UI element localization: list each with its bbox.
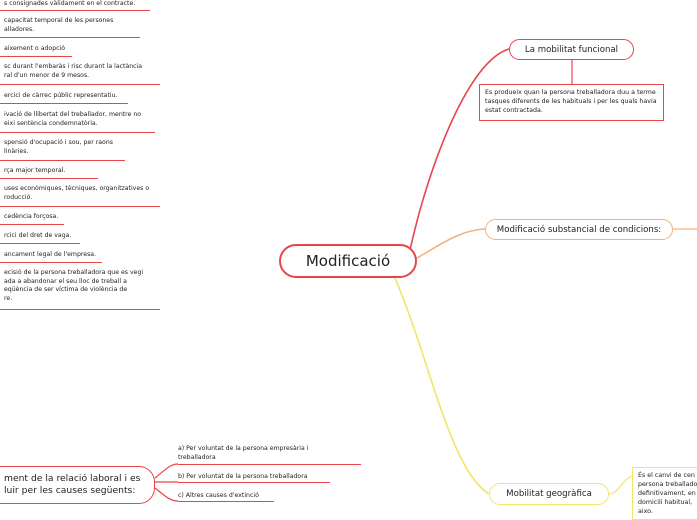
leaf-item[interactable] [0,167,160,176]
note-mobilitat-geografica[interactable] [632,467,697,520]
topic-modificacio-substancial[interactable] [485,219,673,240]
leaf-item[interactable] [0,45,160,54]
leaf-underline [0,84,160,85]
leaf-text: ivació de llibertat del treballador, mentre no eixi sentència condemnatòria. [4,111,142,127]
leaf-underline [0,309,160,310]
topic-mobilitat-geografica[interactable] [489,483,609,505]
leaf-text: uses econòmiques, tècniques, organitzatives o roducció. [4,185,150,201]
leaf-underline [0,243,80,244]
leaf-item[interactable] [0,0,160,9]
leaf-text: ancament legal de l'empresa. [4,251,97,258]
leaf-item[interactable] [0,269,160,303]
leaf-item[interactable] [0,139,160,156]
leaf-underline [178,482,330,483]
connector-extincio-a [155,464,178,478]
leaf-item[interactable] [0,111,160,128]
topic-mobilitat-funcional[interactable] [509,39,634,60]
leaf-text: ecisió de la persona treballadora que es vegi ada a abandonar el seu lloc de treball a eqüència de ser víctima de violència de re. [4,269,144,302]
leaf-text: sc durant l'embaràs i risc durant la lactància ral d'un menor de 9 mesos. [4,63,143,79]
leaf-item[interactable] [0,251,160,260]
leaf-text: rcici del dret de vaga. [4,232,72,239]
leaf-text: aixement o adopció [4,45,66,52]
leaf-item[interactable] [0,92,160,101]
leaf-text: s consignades vàlidament en el contracte. [4,0,136,7]
topic-extincio[interactable] [0,466,155,504]
leaf-item[interactable] [178,473,358,482]
note-mobilitat-funcional[interactable] [479,84,664,121]
leaf-text: spensió d'ocupació i sou, per raons linàries. [4,139,113,155]
leaf-text: a) Per voluntat de la persona empresària i treballadora [178,445,309,461]
leaf-text: c) Altres causes d'extinció [178,492,259,499]
central-topic[interactable] [279,244,417,278]
leaf-underline [0,224,64,225]
leaf-text: ercici de càrrec públic representatiu. [4,92,118,99]
leaf-underline [0,10,150,11]
connector-extincio-c [155,488,178,501]
note-text: Es produeix quan la persona treballadora duu a terme tasques diferents de les habituals i per les quals havia estat contractada. [485,89,657,114]
topic-label: La mobilitat funcional [524,44,619,55]
leaf-underline [0,37,140,38]
leaf-underline [0,262,102,263]
leaf-underline [0,178,98,179]
leaf-text: capacitat temporal de les persones alladores. [4,17,114,33]
leaf-underline [178,464,361,465]
note-text: És el canvi de cen persona treballado definitivament, en domicili habitual, aixo. [638,472,697,515]
central-topic-label: Modificació [305,252,391,270]
leaf-text: rça major temporal. [4,167,66,174]
leaf-underline [0,103,128,104]
leaf-item[interactable] [0,213,160,222]
connector-note-geografica [609,476,632,494]
leaf-text: b) Per voluntat de la persona treballadora [178,473,308,480]
leaf-text: cedència forçosa. [4,213,59,220]
leaf-underline [0,132,155,133]
leaf-item[interactable] [178,492,358,501]
leaf-item[interactable] [0,17,160,34]
leaf-item[interactable] [0,232,160,241]
leaf-item[interactable] [0,185,160,202]
leaf-item[interactable] [178,445,358,462]
leaf-item[interactable] [0,63,160,80]
connector-mobilitat-geografica [395,278,489,494]
leaf-underline [178,501,274,502]
leaf-underline [0,56,72,57]
leaf-underline [0,160,125,161]
leaf-underline [0,206,160,207]
topic-label: ment de la relació laboral i es luir per les causes següents: [4,473,141,496]
topic-label: Modificació substancial de condicions: [496,224,662,235]
connector-modificacio-substancial [417,229,485,258]
topic-label: Mobilitat geogràfica [506,489,592,499]
